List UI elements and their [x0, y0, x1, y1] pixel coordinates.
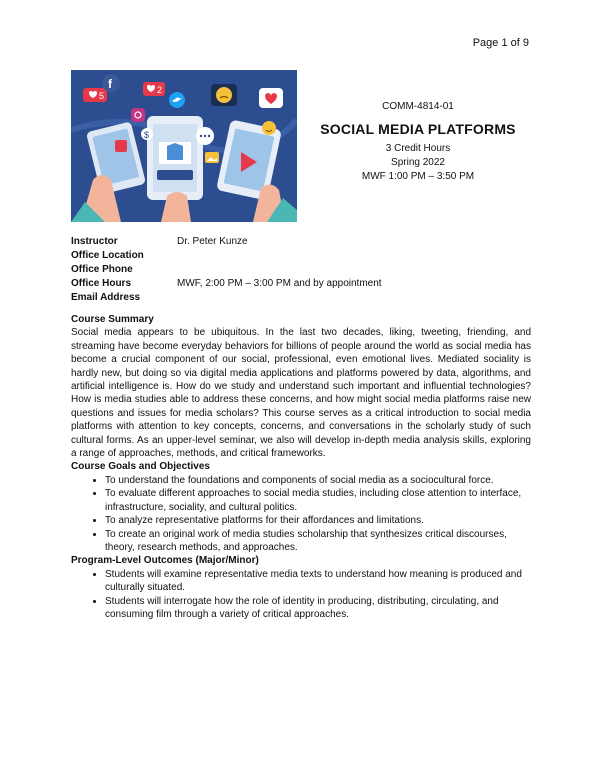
heart-icon	[259, 88, 283, 108]
emoji-icon	[211, 84, 237, 106]
course-title: SOCIAL MEDIA PLATFORMS	[320, 121, 516, 137]
dollar-icon	[141, 128, 153, 140]
schedule: MWF 1:00 PM – 3:50 PM	[361, 171, 475, 182]
info-value: Dr. Peter Kunze	[177, 236, 248, 247]
list-item: • To understand the foundations and components of social media as a sociocultural force.	[105, 474, 531, 487]
info-label: Email Address	[71, 292, 141, 303]
center-phone-icon	[147, 116, 203, 200]
shopping-bag-icon	[115, 140, 127, 152]
instructor-info	[71, 235, 382, 305]
info-row-office-location	[71, 249, 382, 263]
chat-icon	[196, 127, 214, 145]
info-row-office-phone	[71, 263, 382, 277]
info-label: Office Phone	[71, 264, 133, 275]
info-row-instructor	[71, 235, 382, 249]
svg-text:$: $	[144, 130, 150, 140]
info-label: Office Location	[71, 250, 144, 261]
course-summary-text: Social media appears to be ubiquitous. In the last two decades, liking, tweeting, friending, and streaming have become everyday behaviors for billions of people around the world as social media has become a crucial component of our social, professional, even emotional lives. Mediated sociality is hardly new, but doing so via digital media applications and platforms powered by data, algorithms, and artificial intelligence is. How do we study and understand such important and influential technologies? How is media studies able to address these concerns, and how might social media platforms raise new questions and issues for media scholars? This course serves as a critical introduction to social media platforms with attention to key concepts, concerns, and conversations in the scholarly study of such cultural forms. As an upper-level seminar, we also will develop in-depth media analysis skills, exploring a range of approaches, methods, and critical frameworks.	[71, 327, 531, 460]
outcomes-list	[71, 568, 531, 622]
credit-hours: 3 Credit Hours	[385, 143, 451, 154]
goals-heading: Course Goals and Objectives	[71, 461, 210, 473]
list-item: • To create an original work of media studies scholarship that synthesizes critical discourses, theory, research methods, and approaches.	[105, 528, 531, 555]
info-row-office-hours	[71, 277, 382, 291]
info-label: Instructor	[71, 236, 118, 247]
instagram-icon	[131, 108, 145, 122]
notification-heart-badge	[83, 88, 107, 102]
list-item: • Students will examine representative media texts to understand how meaning is produced and culturally situated.	[105, 568, 531, 595]
photo-icon	[205, 152, 219, 163]
social-media-banner-image	[71, 70, 297, 222]
svg-text:f: f	[108, 77, 112, 91]
svg-text:2: 2	[157, 85, 163, 95]
syllabus-content	[71, 313, 531, 621]
course-summary-heading: Course Summary	[71, 314, 154, 325]
list-item: • Students will interrogate how the role of identity in producing, distributing, circulating, and consuming film through a variety of critical approaches.	[105, 595, 531, 622]
course-code: COMM-4814-01	[382, 101, 454, 112]
term: Spring 2022	[391, 157, 445, 168]
info-label: Office Hours	[71, 278, 132, 289]
twitter-icon	[169, 92, 185, 108]
page-number: Page 1 of 9	[472, 37, 529, 49]
info-value: MWF, 2:00 PM – 3:00 PM and by appointment	[177, 278, 382, 289]
list-item: • To evaluate different approaches to social media studies, including close attention to interface, infrastructure, sociality, and cultural politics.	[105, 487, 531, 514]
outcomes-heading: Program-Level Outcomes (Major/Minor)	[71, 555, 259, 567]
info-row-email	[71, 291, 382, 305]
facebook-icon	[102, 74, 120, 92]
svg-text:5: 5	[99, 91, 105, 101]
smile-emoji-icon	[262, 121, 276, 135]
list-item: • To analyze representative platforms for their affordances and limitations.	[105, 514, 531, 527]
notification-heart-badge-2	[143, 82, 165, 96]
goals-list	[71, 474, 531, 554]
